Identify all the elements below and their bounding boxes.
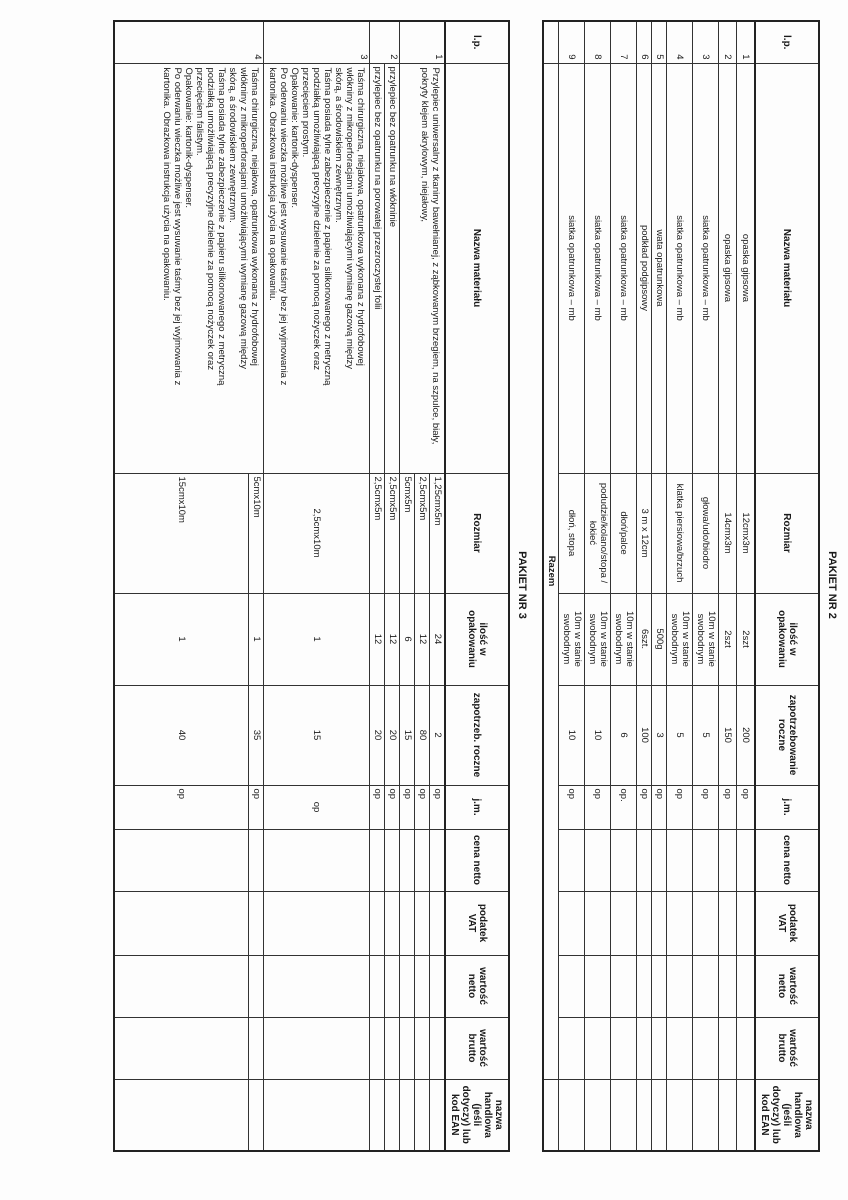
cell-value-net-empty (719, 955, 737, 1017)
cell-unit: op (719, 785, 737, 829)
cell-qty-pack: 10m w stanie swobodnym (585, 593, 611, 685)
cell-size: głowa/udo/biodro (693, 473, 719, 593)
cell-value-net-empty (430, 955, 445, 1017)
cell-qty-pack: 1 (249, 593, 264, 685)
header-value-gross: wartość brutto (755, 1017, 819, 1079)
cell-vat-empty (652, 891, 667, 955)
cell-size: 5cmx10m (249, 473, 264, 593)
cell-annual: 5 (693, 685, 719, 785)
header-trade-name: nazwa handlowa (jeśli dotyczy) lub kod EAN (445, 1079, 509, 1151)
cell-size: 3 m x 12cm (637, 473, 652, 593)
cell-price-net-empty (559, 829, 585, 891)
table-row (249, 21, 264, 1151)
cell-qty-pack: 1 (264, 593, 370, 685)
cell-qty-pack: 6 (400, 593, 415, 685)
cell-unit: op (652, 785, 667, 829)
cell-price-net-empty (430, 829, 445, 891)
cell-qty-pack: 12 (415, 593, 430, 685)
cell-value-net-empty (264, 955, 370, 1017)
cell-value-net-empty (114, 955, 249, 1017)
pakiet2-table (542, 20, 820, 1152)
pakiet2-title: PAKIET NR 2 (826, 551, 838, 619)
cell-name: siatka opatrunkowa – mb (667, 63, 693, 473)
cell-vat-empty (637, 891, 652, 955)
cell-value-net-empty (737, 955, 755, 1017)
cell-value-net-empty (637, 955, 652, 1017)
cell-value-net-empty (559, 955, 585, 1017)
cell-lp: 4 (667, 21, 693, 63)
cell-unit: op (637, 785, 652, 829)
cell-size: podudzie/kolano/stopa /łokieć (585, 473, 611, 593)
cell-price-net-empty (611, 829, 637, 891)
cell-vat-empty (264, 891, 370, 955)
table-row (667, 21, 693, 1151)
total-trade-empty (543, 1079, 559, 1151)
cell-size: 2,5cmx10m (264, 473, 370, 593)
header-price-net: cena netto (445, 829, 509, 891)
cell-trade-name-empty (611, 1079, 637, 1151)
header-value-net: wartość netto (445, 955, 509, 1017)
cell-size: 12cmx3m (737, 473, 755, 593)
cell-value-net-empty (652, 955, 667, 1017)
cell-name: siatka opatrunkowa – mb (611, 63, 637, 473)
cell-name: wata opatrunkowa (652, 63, 667, 473)
cell-value-net-empty (370, 955, 385, 1017)
cell-value-gross-empty (559, 1017, 585, 1079)
cell-trade-name-empty (719, 1079, 737, 1151)
cell-qty-pack: 6szt. (637, 593, 652, 685)
cell-name: podkład podgipsowy (637, 63, 652, 473)
total-row (543, 21, 559, 1151)
cell-lp: 2 (370, 21, 400, 63)
cell-size: 15cmx10m (114, 473, 249, 593)
cell-lp: 6 (637, 21, 652, 63)
cell-size: dłoń, stopa (559, 473, 585, 593)
cell-lp: 9 (559, 21, 585, 63)
cell-trade-name-empty (737, 1079, 755, 1151)
table-row (385, 21, 400, 1151)
cell-annual: 15 (400, 685, 415, 785)
cell-unit: op (737, 785, 755, 829)
cell-vat-empty (370, 891, 385, 955)
header-qty-pack: ilość w opakowaniu (445, 593, 509, 685)
header-size: Rozmiar (445, 473, 509, 593)
table-row (370, 21, 385, 1151)
cell-value-gross-empty (693, 1017, 719, 1079)
cell-vat-empty (737, 891, 755, 955)
cell-price-net-empty (400, 829, 415, 891)
table-row (719, 21, 737, 1151)
cell-trade-name-empty (385, 1079, 400, 1151)
cell-qty-pack: 1 (114, 593, 249, 685)
cell-annual: 80 (415, 685, 430, 785)
cell-size: klatka piersiowa/brzuch (667, 473, 693, 593)
total-label: Razem (543, 63, 559, 1079)
cell-lp: 4 (114, 21, 264, 63)
cell-trade-name-empty (400, 1079, 415, 1151)
cell-trade-name-empty (693, 1079, 719, 1151)
header-trade-name: nazwa handlowa (jeśli dotyczy) lub kod EAN (755, 1079, 819, 1151)
cell-name: opaska gipsowa (737, 63, 755, 473)
cell-annual: 2 (430, 685, 445, 785)
cell-price-net-empty (415, 829, 430, 891)
cell-annual: 100 (637, 685, 652, 785)
cell-value-gross-empty (370, 1017, 385, 1079)
cell-price-net-empty (737, 829, 755, 891)
cell-price-net-empty (114, 829, 249, 891)
cell-value-gross-empty (585, 1017, 611, 1079)
cell-value-net-empty (585, 955, 611, 1017)
cell-annual: 150 (719, 685, 737, 785)
cell-trade-name-empty (667, 1079, 693, 1151)
cell-lp: 7 (611, 21, 637, 63)
cell-price-net-empty (693, 829, 719, 891)
table-row (559, 21, 585, 1151)
cell-lp: 2 (719, 21, 737, 63)
cell-name: opaska gipsowa (719, 63, 737, 473)
cell-unit: op (114, 785, 249, 829)
header-vat: podatek VAT (445, 891, 509, 955)
cell-trade-name-empty (652, 1079, 667, 1151)
cell-qty-pack: 2szt (719, 593, 737, 685)
cell-name: siatka opatrunkowa – mb (693, 63, 719, 473)
header-unit: j.m. (755, 785, 819, 829)
table-row (611, 21, 637, 1151)
cell-trade-name-empty (430, 1079, 445, 1151)
pakiet2-header-row (755, 21, 819, 1151)
cell-size (652, 473, 667, 593)
table-row (430, 21, 445, 1151)
cell-vat-empty (114, 891, 249, 955)
cell-price-net-empty (370, 829, 385, 891)
cell-qty-pack: 2szt (737, 593, 755, 685)
cell-price-net-empty (667, 829, 693, 891)
cell-price-net-empty (719, 829, 737, 891)
cell-trade-name-empty (264, 1079, 370, 1151)
cell-price-net-empty (652, 829, 667, 891)
cell-value-gross-empty (719, 1017, 737, 1079)
cell-unit: op (585, 785, 611, 829)
header-unit: j.m. (445, 785, 509, 829)
cell-qty-pack: 12 (370, 593, 385, 685)
cell-vat-empty (719, 891, 737, 955)
cell-value-net-empty (400, 955, 415, 1017)
cell-qty-pack: 10m w stanie swobodnym (611, 593, 637, 685)
pakiet3-title: PAKIET NR 3 (516, 551, 528, 619)
cell-unit: op (400, 785, 415, 829)
cell-value-net-empty (611, 955, 637, 1017)
cell-price-net-empty (385, 829, 400, 891)
cell-qty-pack: 12 (385, 593, 400, 685)
cell-value-gross-empty (415, 1017, 430, 1079)
cell-price-net-empty (585, 829, 611, 891)
cell-price-net-empty (264, 829, 370, 891)
cell-size: 2,5cmx5m (385, 473, 400, 593)
cell-value-gross-empty (264, 1017, 370, 1079)
cell-annual: 6 (611, 685, 637, 785)
cell-vat-empty (693, 891, 719, 955)
cell-vat-empty (667, 891, 693, 955)
cell-qty-pack: 10m w stanie swobodnym (559, 593, 585, 685)
cell-vat-empty (611, 891, 637, 955)
cell-vat-empty (585, 891, 611, 955)
header-qty-pack: ilość w opakowaniu (755, 593, 819, 685)
header-size: Rozmiar (755, 473, 819, 593)
table-row (585, 21, 611, 1151)
cell-value-net-empty (693, 955, 719, 1017)
cell-annual: 10 (585, 685, 611, 785)
header-name: Nazwa materiału (755, 63, 819, 473)
cell-size: 2,5cmx5m (370, 473, 385, 593)
cell-value-gross-empty (385, 1017, 400, 1079)
cell-unit: op (559, 785, 585, 829)
cell-trade-name-empty (370, 1079, 385, 1151)
cell-name: przylepiec bez opatrunku na porowatej przezroczystej folii (370, 63, 385, 473)
table-row (737, 21, 755, 1151)
cell-vat-empty (430, 891, 445, 955)
cell-vat-empty (385, 891, 400, 955)
cell-size: 1,25cmx5m (430, 473, 445, 593)
cell-vat-empty (249, 891, 264, 955)
cell-annual: 10 (559, 685, 585, 785)
cell-lp: 5 (652, 21, 667, 63)
cell-price-net-empty (637, 829, 652, 891)
cell-lp: 1 (737, 21, 755, 63)
cell-name: przylepiec bez opatrunku na włókninie (385, 63, 400, 473)
cell-unit: op (385, 785, 400, 829)
header-annual: zapotrzeb. roczne (445, 685, 509, 785)
cell-lp: 3 (264, 21, 370, 63)
cell-unit: op (430, 785, 445, 829)
cell-name: Taśma chirurgiczna, niejałowa, opatrunkowa wykonana z hydrofobowej włókniny z mikroperforacjami umożliwiającymi wymianę gazową między skórą, a środowiskiem zewnętrznym. Taśma posiada tylne zabezpieczenie z papieru silikonowanego z metryczną podziałką umożliwiającą precyzyjne dzielenie za pomocą nożyczek oraz przecięciem prostym. Opakowanie: kartonik-dyspenser. Po oderwaniu wieczka możliwe jest wysuwanie taśmy bez jej wyjmowania z kartonika. Obrazkowa instrukcja użycia na opakowaniu. (264, 63, 370, 473)
cell-value-gross-empty (114, 1017, 249, 1079)
cell-unit: op. (611, 785, 637, 829)
cell-value-gross-empty (400, 1017, 415, 1079)
cell-name: siatka opatrunkowa – mb (585, 63, 611, 473)
cell-lp: 1 (400, 21, 445, 63)
cell-trade-name-empty (585, 1079, 611, 1151)
cell-value-gross-empty (430, 1017, 445, 1079)
header-lp: l.p. (445, 21, 509, 63)
cell-unit: op (264, 785, 370, 829)
cell-size: 5cmx5m (400, 473, 415, 593)
cell-unit: op (693, 785, 719, 829)
cell-size: dłoń/palce (611, 473, 637, 593)
pakiet3-table (113, 20, 510, 1152)
total-lp-empty (543, 21, 559, 63)
cell-value-gross-empty (611, 1017, 637, 1079)
cell-trade-name-empty (637, 1079, 652, 1151)
cell-name: siatka opatrunkowa – mb (559, 63, 585, 473)
cell-lp: 8 (585, 21, 611, 63)
cell-value-net-empty (249, 955, 264, 1017)
cell-value-net-empty (667, 955, 693, 1017)
cell-trade-name-empty (415, 1079, 430, 1151)
header-value-gross: wartość brutto (445, 1017, 509, 1079)
cell-size: 2,5cmx5m (415, 473, 430, 593)
cell-annual: 5 (667, 685, 693, 785)
table-row (637, 21, 652, 1151)
cell-name: Taśma chirurgiczna, niejałowa, opatrunkowa wykonana z hydrofobowej włókniny z mikroperforacjami umożliwiającymi wymianę gazową między skórą, a środowiskiem zewnętrznym. Taśma posiada tylne zabezpieczenie z papieru silikonowanego z metryczną podziałką umożliwiającą precyzyjne dzielenie za pomocą nożyczek oraz przecięciem falistym. Opakowanie: kartonik-dyspenser. Po oderwaniu wieczka możliwe jest wysuwanie taśmy bez jej wyjmowania z kartonika. Obrazkowa instrukcja użycia na opakowaniu. (114, 63, 264, 473)
pakiet3-header-row (445, 21, 509, 1151)
header-price-net: cena netto (755, 829, 819, 891)
cell-value-net-empty (415, 955, 430, 1017)
cell-name: Przylepiec uniwersalny z tkaniny bawełnianej, z ząbkowanym brzegiem, na szpulce, biały, pokryty klejem akrylowym, niejałowy, (400, 63, 445, 473)
cell-price-net-empty (249, 829, 264, 891)
cell-unit: op (667, 785, 693, 829)
cell-annual: 20 (370, 685, 385, 785)
cell-vat-empty (400, 891, 415, 955)
cell-annual: 3 (652, 685, 667, 785)
cell-trade-name-empty (249, 1079, 264, 1151)
cell-trade-name-empty (559, 1079, 585, 1151)
header-vat: podatek VAT (755, 891, 819, 955)
cell-annual: 35 (249, 685, 264, 785)
cell-vat-empty (559, 891, 585, 955)
cell-value-gross-empty (652, 1017, 667, 1079)
header-annual: zapotrzebowanie roczne (755, 685, 819, 785)
header-lp: l.p. (755, 21, 819, 63)
header-name: Nazwa materiału (445, 63, 509, 473)
cell-qty-pack: 500g (652, 593, 667, 685)
cell-unit: op (370, 785, 385, 829)
cell-qty-pack: 10m w stanie swobodnym (693, 593, 719, 685)
cell-vat-empty (415, 891, 430, 955)
cell-trade-name-empty (114, 1079, 249, 1151)
cell-size: 14cmx3m (719, 473, 737, 593)
cell-annual: 40 (114, 685, 249, 785)
header-value-net: wartość netto (755, 955, 819, 1017)
cell-value-gross-empty (737, 1017, 755, 1079)
table-row (652, 21, 667, 1151)
cell-qty-pack: 24 (430, 593, 445, 685)
table-row (264, 21, 370, 1151)
cell-value-net-empty (385, 955, 400, 1017)
cell-value-gross-empty (667, 1017, 693, 1079)
cell-annual: 20 (385, 685, 400, 785)
cell-annual: 200 (737, 685, 755, 785)
cell-unit: op (415, 785, 430, 829)
cell-lp: 3 (693, 21, 719, 63)
table-row (693, 21, 719, 1151)
cell-unit: op (249, 785, 264, 829)
cell-qty-pack: 10m w stanie swobodnym (667, 593, 693, 685)
cell-annual: 15 (264, 685, 370, 785)
cell-value-gross-empty (249, 1017, 264, 1079)
cell-value-gross-empty (637, 1017, 652, 1079)
